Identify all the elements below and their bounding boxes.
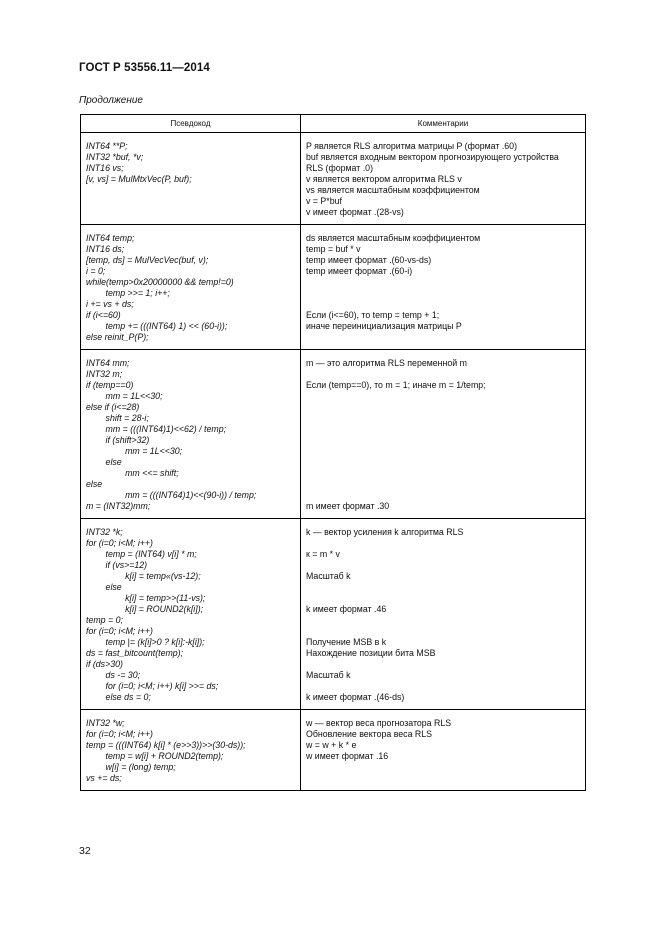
comment-line: v имеет формат .(28-vs) — [306, 207, 404, 217]
code-line: while(temp>0x20000000 && temp!=0) — [86, 277, 234, 287]
code-line: INT32 *k; — [86, 527, 123, 537]
page-number: 32 — [79, 845, 91, 857]
comment-line: Масштаб k — [306, 571, 351, 581]
comment-line — [306, 446, 579, 457]
comment-line: ds является масштабным коэффициентом — [306, 233, 481, 243]
continuation-label: Продолжение — [79, 95, 143, 106]
code-line: for (i=0; i<M; i++) — [86, 729, 153, 739]
code-line: mm = (((INT64)1)<<(90-i)) / temp; — [86, 490, 257, 500]
comment-line: к = m * v — [306, 549, 340, 559]
document-title: ГОСТ Р 53556.11—2014 — [79, 62, 210, 74]
comment-line — [306, 593, 579, 604]
code-line: temp >>= 1; i++; — [86, 288, 170, 298]
code-line: else — [86, 457, 122, 467]
pseudocode-cell — [81, 133, 301, 225]
comment-line: v является вектором алгоритма RLS v — [306, 174, 462, 184]
comment-line: RLS (формат .0) — [306, 163, 373, 173]
code-line: k[i] = temp>>(11-vs); — [86, 593, 206, 603]
comment-line — [306, 277, 579, 288]
code-line: temp += (((INT64) 1) << (60-i)); — [86, 321, 228, 331]
comment-line: Масштаб k — [306, 670, 351, 680]
comment-line — [306, 626, 579, 637]
comment-cell — [301, 350, 586, 519]
code-line: [temp, ds] = MulVecVec(buf, v); — [86, 255, 209, 265]
comment-cell — [301, 133, 586, 225]
comment-line: w — вектор веса прогнозатора RLS — [306, 718, 452, 728]
comment-line: k имеет формат .(46-ds) — [306, 692, 405, 702]
code-line: for (i=0; i<M; i++) — [86, 626, 153, 636]
comment-line: P является RLS алгоритма матрицы P (формат .60) — [306, 141, 518, 151]
code-line: else — [86, 582, 122, 592]
code-line: INT64 temp; — [86, 233, 135, 243]
comment-line — [306, 391, 579, 402]
comment-line: m имеет формат .30 — [306, 501, 390, 511]
comment-line — [306, 332, 579, 343]
code-line: if (vs>=12) — [86, 560, 148, 570]
code-line: else ds = 0; — [86, 692, 151, 702]
code-line: ds = fast_bitcount(temp); — [86, 648, 184, 658]
code-line: mm = 1L<<30; — [86, 446, 183, 456]
code-line: INT64 mm; — [86, 358, 130, 368]
comment-line — [306, 560, 579, 571]
comment-line — [306, 773, 579, 784]
comment-line: temp = buf * v — [306, 244, 361, 254]
comment-line — [306, 457, 579, 468]
comment-line: k имеет формат .46 — [306, 604, 387, 614]
code-line: if (i<=60) — [86, 310, 121, 320]
comment-line — [306, 538, 579, 549]
code-line: for (i=0; i<M; i++) k[i] >>= ds; — [86, 681, 219, 691]
comment-line — [306, 762, 579, 773]
code-line: temp = (((INT64) k[i] * (e>>3))>>(30-ds)); — [86, 740, 246, 750]
comment-line — [306, 369, 579, 380]
code-line: m = (INT32)mm; — [86, 501, 151, 511]
pseudocode-cell — [81, 350, 301, 519]
comment-line: w имеет формат .16 — [306, 751, 389, 761]
comment-line: temp имеет формат .(60-vs-ds) — [306, 255, 432, 265]
comment-cell — [301, 519, 586, 710]
comment-line — [306, 288, 579, 299]
comment-line — [306, 435, 579, 446]
comment-cell — [301, 710, 586, 791]
comment-line: Если (i<=60), то temp = temp + 1; — [306, 310, 440, 320]
code-line: INT16 vs; — [86, 163, 124, 173]
comment-line: temp имеет формат .(60-i) — [306, 266, 413, 276]
comment-line: buf является входным вектором прогнозирующего устройства — [306, 152, 559, 162]
comment-line: Если (temp==0), то m = 1; иначе m = 1/temp; — [306, 380, 486, 390]
code-line: INT64 **P; — [86, 141, 128, 151]
code-line: temp = 0; — [86, 615, 123, 625]
comment-line — [306, 468, 579, 479]
comment-line — [306, 479, 579, 490]
table-row — [81, 710, 586, 791]
code-line: else — [86, 479, 103, 489]
code-line: else reinit_P(P); — [86, 332, 149, 342]
pseudocode-cell — [81, 225, 301, 350]
pseudocode-cell — [81, 519, 301, 710]
code-line: i += vs + ds; — [86, 299, 134, 309]
comment-line — [306, 659, 579, 670]
pseudocode-cell — [81, 710, 301, 791]
comment-line — [306, 615, 579, 626]
code-line: mm = (((INT64)1)<<62) / temp; — [86, 424, 227, 434]
code-line: k[i] = ROUND2(k[i]); — [86, 604, 204, 614]
code-line: ds -= 30; — [86, 670, 141, 680]
comment-line — [306, 299, 579, 310]
code-line: if (ds>30) — [86, 659, 123, 669]
code-line: temp |= (k[i]>0 ? k[i]:-k[i]); — [86, 637, 205, 647]
comment-line: vs является масштабным коэффициентом — [306, 185, 480, 195]
comment-line: Обновление вектора веса RLS — [306, 729, 433, 739]
code-line: mm = 1L<<30; — [86, 391, 163, 401]
code-line: w[i] = (long) temp; — [86, 762, 176, 772]
comment-line — [306, 681, 579, 692]
table-row — [81, 225, 586, 350]
code-line: INT16 ds; — [86, 244, 125, 254]
comment-line: w = w + k * e — [306, 740, 357, 750]
code-line: INT32 *w; — [86, 718, 125, 728]
code-line: [v, vs] = MulMtxVec(P, buf); — [86, 174, 192, 184]
table-row — [81, 133, 586, 225]
code-line: else if (i<=28) — [86, 402, 140, 412]
comment-line — [306, 402, 579, 413]
comment-line — [306, 490, 579, 501]
table-row — [81, 519, 586, 710]
comment-line — [306, 413, 579, 424]
comment-line: v = P*buf — [306, 196, 342, 206]
comment-line: иначе переинициализация матрицы P — [306, 321, 462, 331]
code-line: if (temp==0) — [86, 380, 134, 390]
code-line: temp = w[i] + ROUND2(temp); — [86, 751, 224, 761]
table-header-row — [81, 115, 586, 133]
column-header-pseudocode: Псевдокод — [81, 115, 301, 133]
code-line: if (shift>32) — [86, 435, 150, 445]
code-line: shift = 28-i; — [86, 413, 149, 423]
code-line: temp = (INT64) v[i] * m; — [86, 549, 197, 559]
code-line: mm <<= shift; — [86, 468, 179, 478]
comment-line: k — вектор усиления k алгоритма RLS — [306, 527, 464, 537]
code-line: vs += ds; — [86, 773, 122, 783]
code-line: k[i] = temp«(vs-12); — [86, 571, 201, 581]
comment-line: Нахождение позиции бита MSB — [306, 648, 436, 658]
code-line: i = 0; — [86, 266, 106, 276]
comment-line — [306, 424, 579, 435]
pseudocode-table — [80, 114, 586, 791]
column-header-comments: Комментарии — [301, 115, 586, 133]
comment-line: Получение MSB в k — [306, 637, 387, 647]
code-line: for (i=0; i<M; i++) — [86, 538, 153, 548]
code-line: INT32 *buf, *v; — [86, 152, 144, 162]
table-row — [81, 350, 586, 519]
comment-line: m — это алгоритма RLS переменной m — [306, 358, 467, 368]
comment-line — [306, 582, 579, 593]
code-line: INT32 m; — [86, 369, 123, 379]
comment-cell — [301, 225, 586, 350]
